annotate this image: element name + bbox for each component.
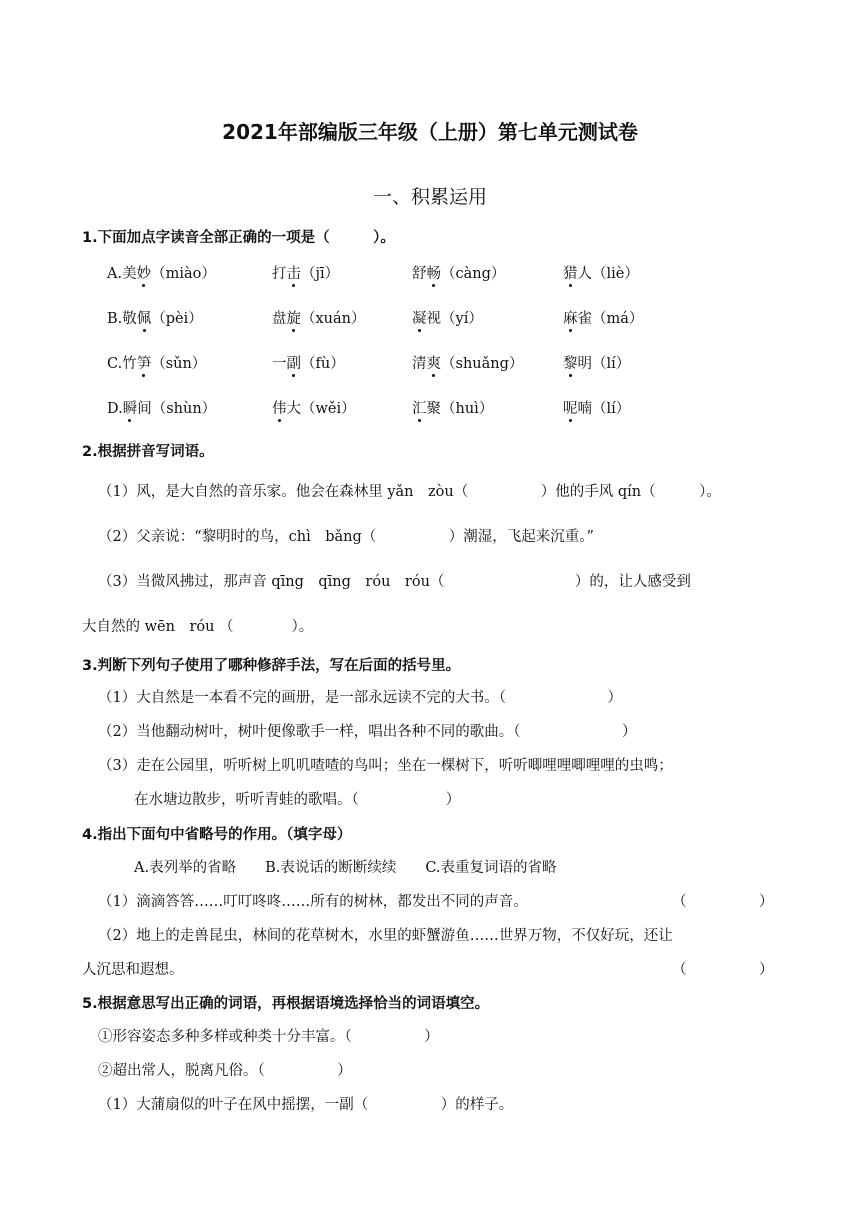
- option-prefix: 盘: [272, 311, 287, 327]
- option-prefix: 一: [272, 356, 287, 372]
- question-4-answer-2: （ ）: [672, 962, 774, 978]
- option-suffix: 喃（lí）: [577, 401, 631, 417]
- question-2-line-1: （1）风，是大自然的音乐家。他会在森林里 yǎn zòu（ ）他的手风 qín（ ）。: [98, 484, 721, 500]
- question-1-option: [412, 397, 493, 418]
- question-4-line-3: 人沉思和遐想。: [82, 962, 184, 978]
- question-2-line-4: 大自然的 wēn róu （ ）。: [82, 619, 314, 635]
- question-1-option: [563, 262, 639, 283]
- question-1-option: [107, 352, 206, 373]
- option-prefix: 清: [412, 356, 427, 372]
- option-prefix: A.美: [107, 266, 137, 282]
- question-1-option: [412, 262, 505, 283]
- question-4-options: A.表列举的省略 B.表说话的断断续续 C.表重复词语的省略: [134, 860, 557, 876]
- option-suffix: （xuán）: [301, 311, 366, 327]
- option-suffix: （shuǎng）: [441, 356, 524, 372]
- option-suffix: 雀（má）: [577, 311, 644, 327]
- dotted-character: 麻: [563, 307, 578, 328]
- question-4-line-2: （2）地上的走兽昆虫，林间的花草树木，水里的虾蟹游鱼……世界万物，不仅好玩，还让: [98, 928, 673, 944]
- question-1-option: [412, 352, 523, 373]
- dotted-character: 伟: [272, 397, 287, 418]
- dotted-character: 笋: [137, 352, 152, 373]
- question-4-line-1: （1）滴滴答答……叮叮咚咚……所有的树林，都发出不同的声音。: [98, 894, 528, 910]
- question-3-stem: 3.判断下列句子使用了哪种修辞手法，写在后面的括号里。: [82, 658, 461, 674]
- question-1-option: [107, 307, 203, 328]
- question-5-stem: 5.根据意思写出正确的词语，再根据语境选择恰当的词语填空。: [82, 996, 490, 1012]
- question-1-option: [272, 307, 366, 328]
- dotted-character: 副: [287, 352, 302, 373]
- option-suffix: （fù）: [301, 356, 345, 372]
- question-1-option: [272, 262, 339, 283]
- dotted-character: 旋: [287, 307, 302, 328]
- dotted-character: 呢: [563, 397, 578, 418]
- question-4-answer-1: （ ）: [672, 894, 774, 910]
- question-1-option: [272, 352, 345, 373]
- option-suffix: （sǔn）: [151, 356, 207, 372]
- dotted-character: 佩: [137, 307, 152, 328]
- question-2-stem: 2.根据拼音写词语。: [82, 444, 214, 460]
- dotted-character: 汇: [412, 397, 427, 418]
- option-prefix: C.竹: [107, 356, 137, 372]
- option-suffix: 视（yí）: [426, 311, 483, 327]
- question-1-option: [107, 262, 216, 283]
- question-3-line-1: （1）大自然是一本看不完的画册，是一部永远读不完的大书。（ ）: [98, 690, 622, 706]
- option-suffix: 明（lí）: [577, 356, 631, 372]
- option-suffix: 间（shùn）: [137, 401, 217, 417]
- dotted-character: 击: [287, 262, 302, 283]
- question-1-stem: 1.下面加点字读音全部正确的一项是（ ）。: [82, 230, 395, 246]
- question-1-option: [563, 352, 630, 373]
- question-5-line-3: （1）大蒲扇似的叶子在风中摇摆，一副（ ）的样子。: [98, 1097, 514, 1113]
- question-3-line-4: 在水塘边散步，听听青蛙的歌唱。（ ）: [134, 792, 461, 808]
- option-prefix: 打: [272, 266, 287, 282]
- dotted-character: 凝: [412, 307, 427, 328]
- option-suffix: （pèi）: [151, 311, 203, 327]
- question-4-stem: 4.指出下面句中省略号的作用。（填字母）: [82, 827, 352, 843]
- question-1-option: [563, 307, 643, 328]
- option-prefix: B.敬: [107, 311, 137, 327]
- question-1-option: [272, 397, 356, 418]
- option-prefix: D.: [107, 401, 123, 417]
- option-suffix: （miào）: [151, 266, 216, 282]
- question-5-line-1: ①形容姿态多种多样或种类十分丰富。（ ）: [98, 1029, 439, 1045]
- option-suffix: （càng）: [441, 266, 506, 282]
- question-1-option: [412, 307, 483, 328]
- section-heading: 一、积累运用: [372, 186, 487, 208]
- question-1-option: [107, 397, 216, 418]
- dotted-character: 妙: [137, 262, 152, 283]
- option-suffix: 人（liè）: [577, 266, 639, 282]
- dotted-character: 畅: [427, 262, 442, 283]
- dotted-character: 爽: [427, 352, 442, 373]
- question-3-line-2: （2）当他翻动树叶，树叶便像歌手一样，唱出各种不同的歌曲。（ ）: [98, 724, 637, 740]
- question-1-option: [563, 397, 630, 418]
- option-suffix: （jī）: [301, 266, 340, 282]
- dotted-character: 黎: [563, 352, 578, 373]
- dotted-character: 瞬: [123, 397, 138, 418]
- question-5-line-2: ②超出常人，脱离凡俗。（ ）: [98, 1063, 352, 1079]
- option-suffix: 大（wěi）: [286, 401, 356, 417]
- page-title: 2021年部编版三年级（上册）第七单元测试卷: [222, 120, 638, 144]
- option-prefix: 舒: [412, 266, 427, 282]
- question-2-line-3: （3）当微风拂过，那声音 qīng qīng róu róu（ ）的，让人感受到: [98, 574, 691, 590]
- question-2-line-2: （2）父亲说：“黎明时的鸟，chì bǎng（ ）潮湿，飞起来沉重。”: [98, 529, 594, 545]
- dotted-character: 猎: [563, 262, 578, 283]
- question-3-line-3: （3）走在公园里，听听树上叽叽喳喳的鸟叫；坐在一棵树下，听听唧哩哩唧哩哩的虫鸣；: [98, 758, 673, 774]
- option-suffix: 聚（huì）: [426, 401, 494, 417]
